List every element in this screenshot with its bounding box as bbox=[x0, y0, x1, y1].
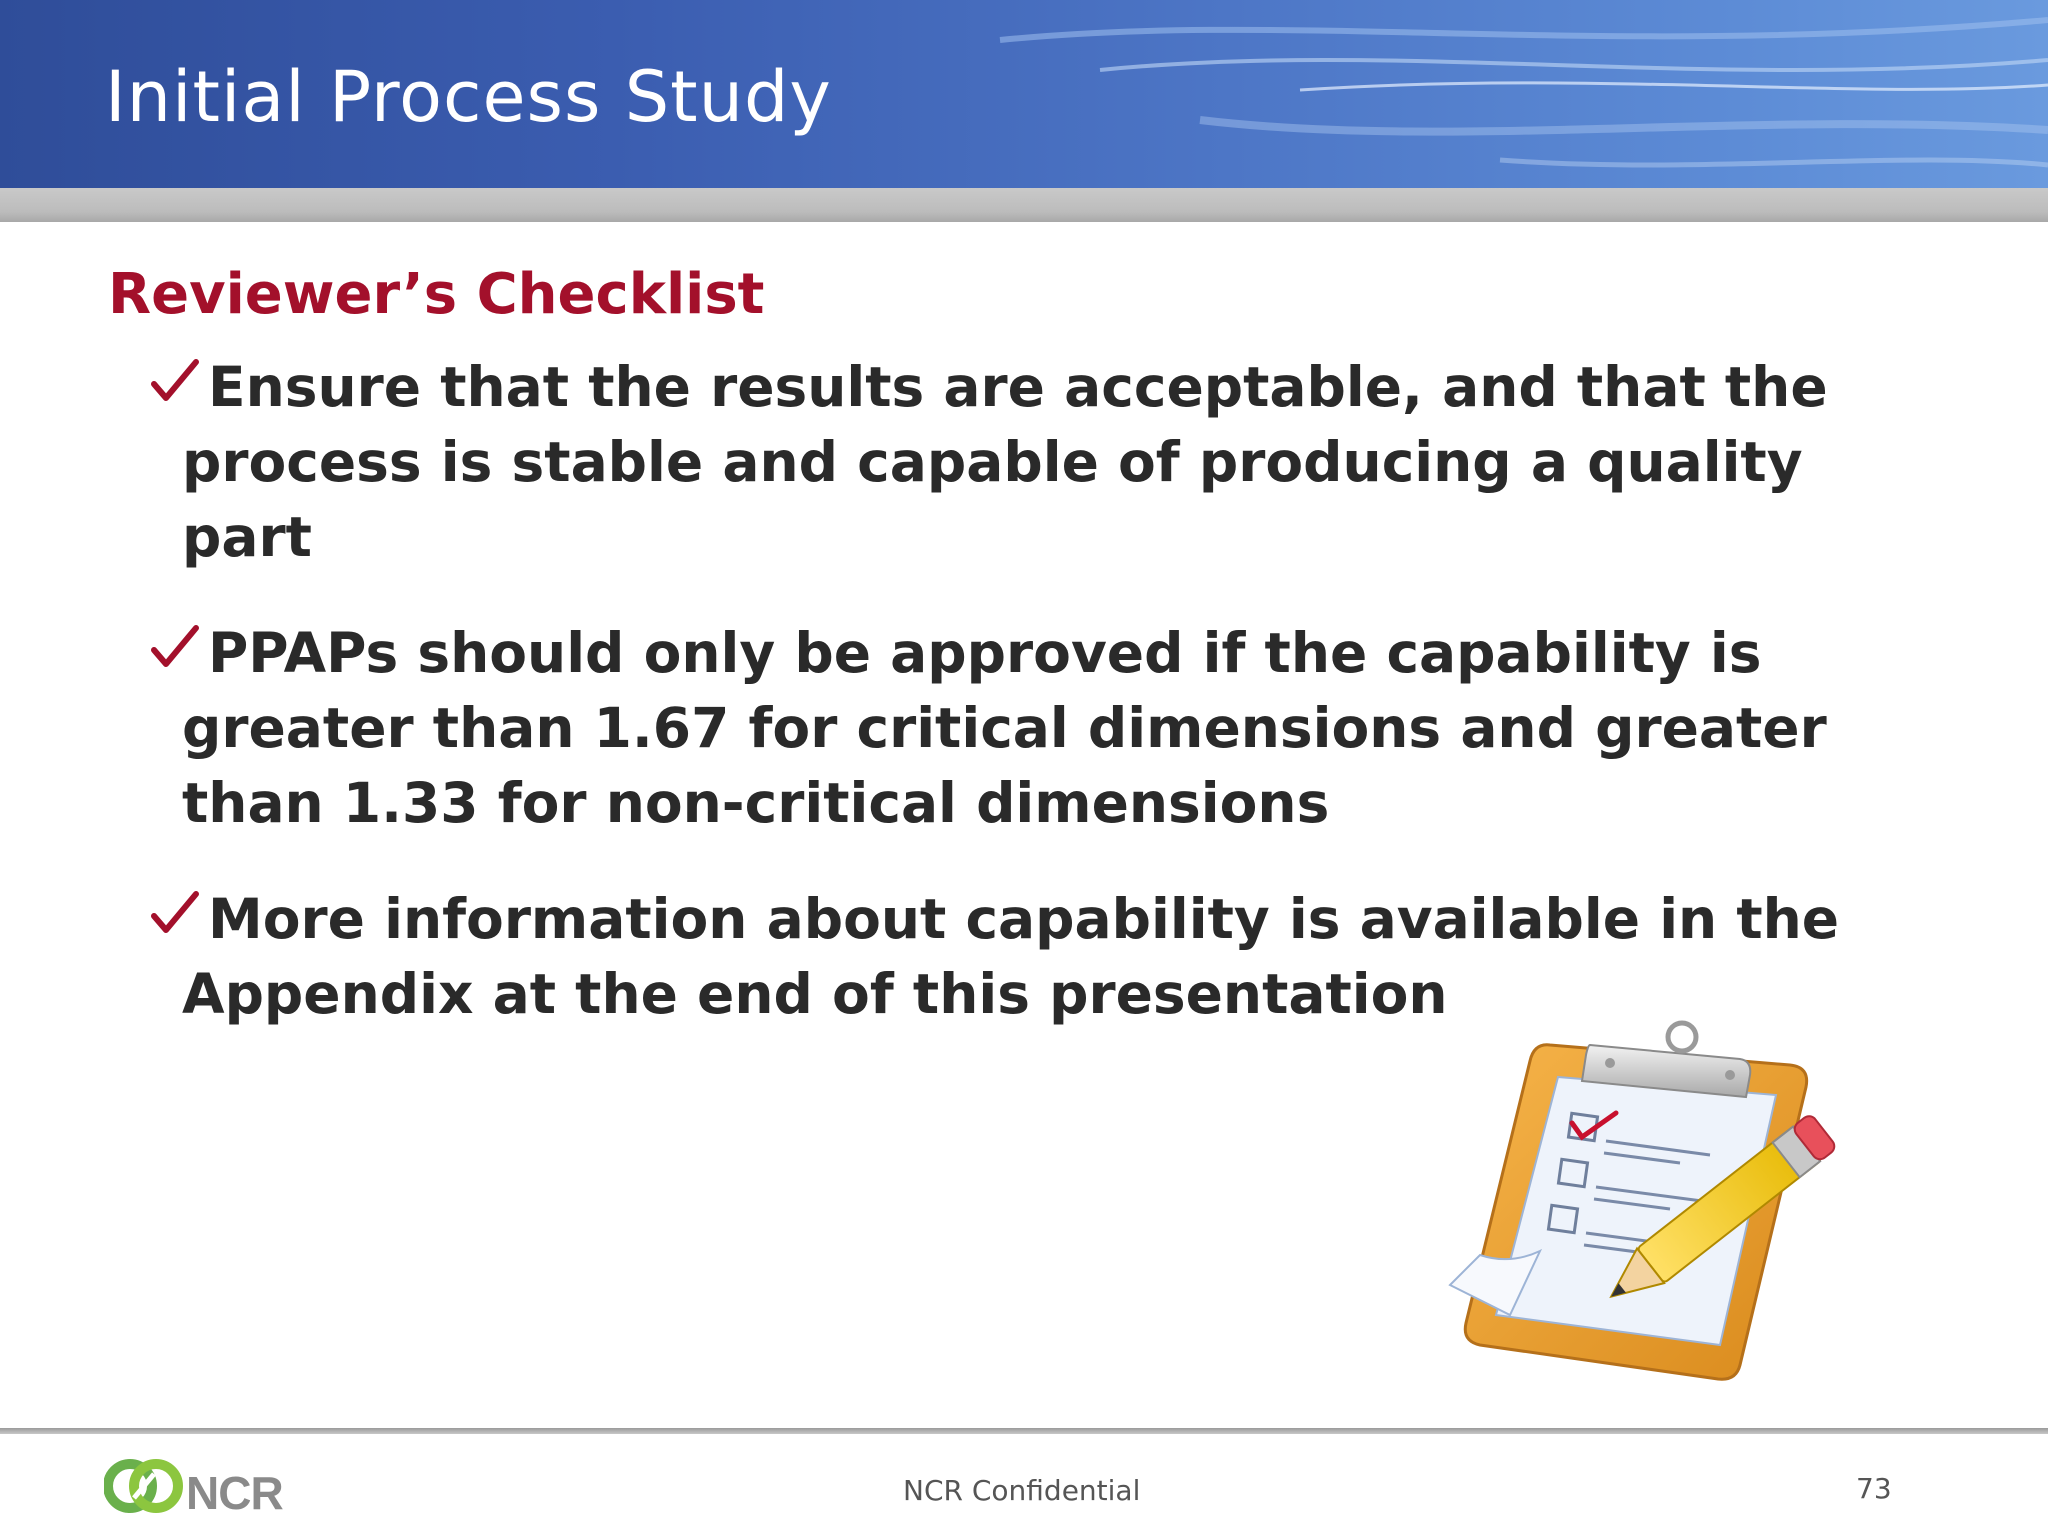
checkmark-icon bbox=[150, 884, 208, 959]
ncr-logo-icon bbox=[104, 1458, 184, 1514]
footer-confidential: NCR Confidential bbox=[903, 1474, 1141, 1507]
checklist-item-line: PPAPs should only be approved if the capability is bbox=[150, 616, 1910, 691]
checklist-item-line: greater than 1.67 for critical dimensions and greater bbox=[182, 696, 1827, 760]
checklist-item-line: process is stable and capable of producing a quality bbox=[182, 430, 1803, 494]
checklist-item-line: part bbox=[182, 505, 312, 569]
page-number: 73 bbox=[1856, 1472, 1892, 1505]
slide-title: Initial Process Study bbox=[105, 56, 832, 138]
checkmark-icon bbox=[150, 352, 208, 427]
checklist-item-line: Ensure that the results are acceptable, and that the bbox=[150, 350, 1910, 425]
checkmark-icon bbox=[150, 618, 208, 693]
checklist-item bbox=[150, 882, 1910, 1032]
clipboard-checklist-pencil-icon bbox=[1440, 1015, 1860, 1395]
checklist-item-line: More information about capability is available in the bbox=[150, 882, 1910, 957]
checklist-item bbox=[150, 616, 1910, 841]
ncr-logo-text: NCR bbox=[186, 1467, 283, 1519]
section-heading: Reviewer’s Checklist bbox=[108, 262, 765, 327]
header-divider bbox=[0, 188, 2048, 222]
slide-header bbox=[0, 0, 2048, 188]
checklist-item bbox=[150, 350, 1910, 575]
footer-divider bbox=[0, 1428, 2048, 1434]
checklist-item-line: Appendix at the end of this presentation bbox=[182, 962, 1448, 1026]
checklist-item-line: than 1.33 for non-critical dimensions bbox=[182, 771, 1330, 835]
